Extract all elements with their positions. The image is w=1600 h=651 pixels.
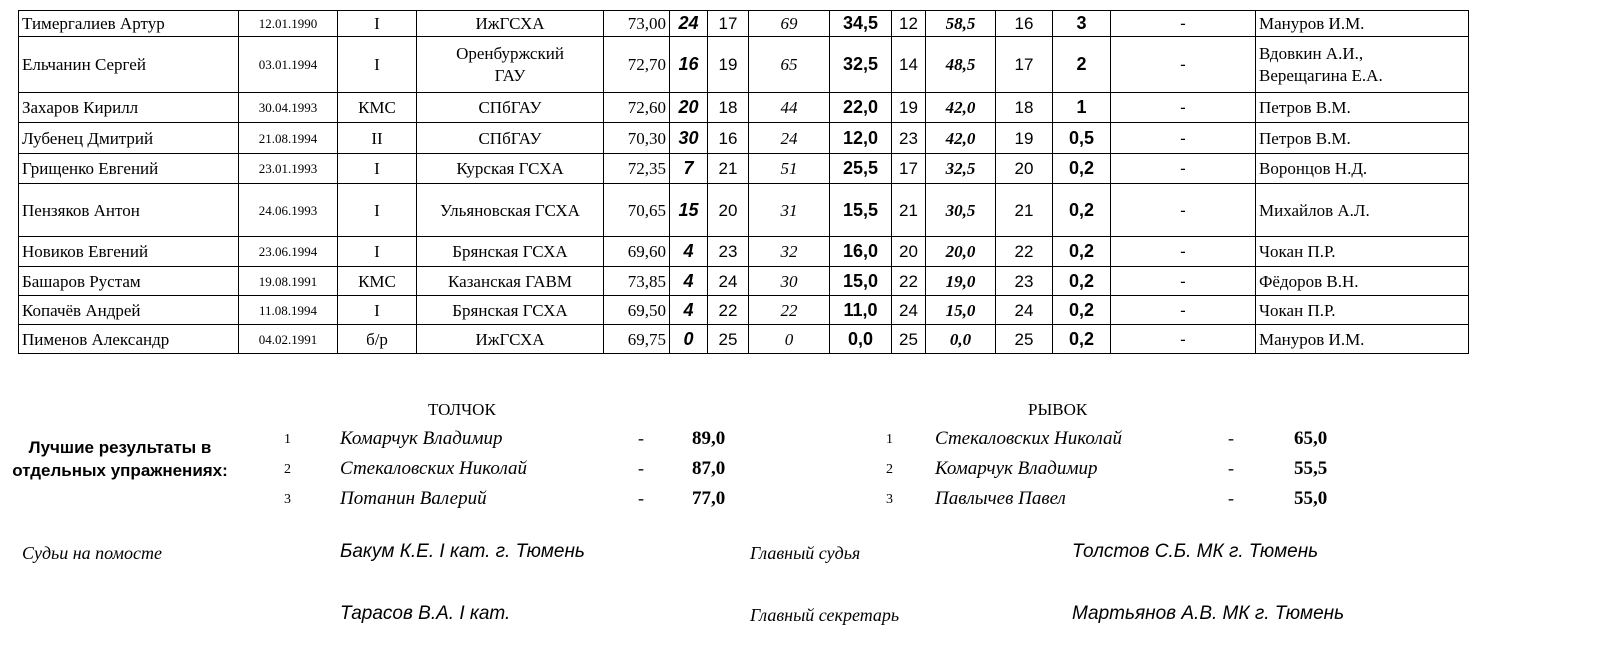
coach-line: Верещагина Е.А. bbox=[1259, 65, 1383, 85]
final-place-cell: 21 bbox=[996, 184, 1053, 237]
chief-secretary-label: Главный секретарь bbox=[750, 605, 900, 625]
team-cell bbox=[417, 237, 604, 267]
total-score-cell: 0,0 bbox=[926, 325, 996, 354]
note-dash-cell: - bbox=[1111, 123, 1256, 154]
team-line: Брянская ГСХА bbox=[452, 242, 568, 261]
snatch-lifts-cell: 4 bbox=[670, 296, 708, 325]
birth-date-cell: 30.04.1993 bbox=[239, 93, 338, 123]
jerk-lifts-cell: 44 bbox=[749, 93, 830, 123]
team-cell bbox=[417, 184, 604, 237]
table-row bbox=[19, 11, 1469, 37]
team-points-cell: 0,5 bbox=[1053, 123, 1111, 154]
note-dash-cell: - bbox=[1111, 237, 1256, 267]
note-dash-cell: - bbox=[1111, 296, 1256, 325]
team-points-cell: 3 bbox=[1053, 11, 1111, 37]
snatch-place-cell: 23 bbox=[708, 237, 749, 267]
snatch-lifts-cell: 15 bbox=[670, 184, 708, 237]
coach-line: Вдовкин А.И., bbox=[1259, 43, 1364, 63]
biathlon-sum-cell: 16,0 bbox=[830, 237, 892, 267]
coach-cell bbox=[1256, 37, 1469, 93]
team-points-cell: 0,2 bbox=[1053, 184, 1111, 237]
coach-cell bbox=[1256, 11, 1469, 37]
chief-judge-name: Толстов С.Б. МК г. Тюмень bbox=[1072, 541, 1319, 562]
team-line: ИжГСХА bbox=[475, 14, 545, 33]
snatch-place-cell: 16 bbox=[708, 123, 749, 154]
athlete-name-cell: Копачёв Андрей bbox=[19, 296, 239, 325]
team-line: Оренбуржский bbox=[456, 43, 564, 63]
biathlon-place-cell: 24 bbox=[892, 296, 926, 325]
sport-rank-cell: I bbox=[338, 237, 417, 267]
body-weight-cell: 73,85 bbox=[604, 267, 670, 296]
snatch-athlete-name: Комарчук Владимир bbox=[935, 458, 1098, 479]
jerk-result-value: 87,0 bbox=[692, 458, 726, 479]
platform-judge-1: Бакум К.Е. I кат. г. Тюмень bbox=[340, 541, 585, 562]
sport-rank-cell: КМС bbox=[338, 267, 417, 296]
snatch-athlete-name: Стекаловских Николай bbox=[935, 428, 1122, 449]
team-cell bbox=[417, 325, 604, 354]
snatch-rank-number: 3 bbox=[886, 492, 893, 507]
biathlon-sum-cell: 15,5 bbox=[830, 184, 892, 237]
final-place-cell: 17 bbox=[996, 37, 1053, 93]
athlete-name-cell: Грищенко Евгений bbox=[19, 154, 239, 184]
biathlon-sum-cell: 15,0 bbox=[830, 267, 892, 296]
jerk-lifts-cell: 32 bbox=[749, 237, 830, 267]
note-dash-cell: - bbox=[1111, 154, 1256, 184]
birth-date-cell: 12.01.1990 bbox=[239, 11, 338, 37]
snatch-dash: - bbox=[1228, 428, 1234, 448]
snatch-lifts-cell: 24 bbox=[670, 11, 708, 37]
note-dash-cell: - bbox=[1111, 325, 1256, 354]
snatch-place-cell: 20 bbox=[708, 184, 749, 237]
final-place-cell: 16 bbox=[996, 11, 1053, 37]
team-points-cell: 0,2 bbox=[1053, 267, 1111, 296]
biathlon-place-cell: 17 bbox=[892, 154, 926, 184]
team-points-cell: 0,2 bbox=[1053, 296, 1111, 325]
coach-line: Мануров И.М. bbox=[1259, 14, 1365, 33]
coach-line: Мануров И.М. bbox=[1259, 329, 1365, 349]
team-cell bbox=[417, 267, 604, 296]
biathlon-place-cell: 25 bbox=[892, 325, 926, 354]
coach-line: Фёдоров В.Н. bbox=[1259, 271, 1359, 291]
snatch-dash: - bbox=[1228, 458, 1234, 478]
coach-line: Петров В.М. bbox=[1259, 128, 1351, 148]
athlete-name-cell: Новиков Евгений bbox=[19, 237, 239, 267]
snatch-place-cell: 22 bbox=[708, 296, 749, 325]
snatch-lifts-cell: 0 bbox=[670, 325, 708, 354]
team-cell bbox=[417, 93, 604, 123]
team-points-cell: 2 bbox=[1053, 37, 1111, 93]
body-weight-cell: 72,35 bbox=[604, 154, 670, 184]
snatch-place-cell: 18 bbox=[708, 93, 749, 123]
coach-cell bbox=[1256, 325, 1469, 354]
biathlon-sum-cell: 0,0 bbox=[830, 325, 892, 354]
biathlon-place-cell: 20 bbox=[892, 237, 926, 267]
jerk-lifts-cell: 31 bbox=[749, 184, 830, 237]
snatch-header: РЫВОК bbox=[1028, 400, 1088, 419]
team-line: ИжГСХА bbox=[475, 329, 545, 349]
birth-date-cell: 03.01.1994 bbox=[239, 37, 338, 93]
best-results-label: Лучшие результаты в отдельных упражнениях: bbox=[12, 438, 228, 480]
note-dash-cell: - bbox=[1111, 184, 1256, 237]
athlete-name-cell: Захаров Кирилл bbox=[19, 93, 239, 123]
jerk-lifts-cell: 24 bbox=[749, 123, 830, 154]
final-place-cell: 24 bbox=[996, 296, 1053, 325]
total-score-cell: 32,5 bbox=[926, 154, 996, 184]
biathlon-sum-cell: 34,5 bbox=[830, 11, 892, 37]
team-points-cell: 0,2 bbox=[1053, 325, 1111, 354]
team-line: СПбГАУ bbox=[478, 98, 542, 117]
team-line: Курская ГСХА bbox=[456, 159, 564, 178]
sport-rank-cell: КМС bbox=[338, 93, 417, 123]
final-place-cell: 18 bbox=[996, 93, 1053, 123]
snatch-lifts-cell: 20 bbox=[670, 93, 708, 123]
coach-cell bbox=[1256, 93, 1469, 123]
biathlon-sum-cell: 32,5 bbox=[830, 37, 892, 93]
note-dash-cell: - bbox=[1111, 93, 1256, 123]
birth-date-cell: 23.06.1994 bbox=[239, 237, 338, 267]
table-row bbox=[19, 325, 1469, 354]
birth-date-cell: 19.08.1991 bbox=[239, 267, 338, 296]
birth-date-cell: 21.08.1994 bbox=[239, 123, 338, 154]
athlete-name-cell: Пименов Александр bbox=[19, 325, 239, 354]
snatch-place-cell: 17 bbox=[708, 11, 749, 37]
jerk-lifts-cell: 22 bbox=[749, 296, 830, 325]
snatch-rank-number: 1 bbox=[886, 432, 893, 447]
note-dash-cell: - bbox=[1111, 11, 1256, 37]
jerk-header: ТОЛЧОК bbox=[428, 400, 496, 419]
sport-rank-cell: I bbox=[338, 184, 417, 237]
sport-rank-cell: I bbox=[338, 11, 417, 37]
total-score-cell: 20,0 bbox=[926, 237, 996, 267]
biathlon-place-cell: 12 bbox=[892, 11, 926, 37]
team-cell bbox=[417, 37, 604, 93]
snatch-place-cell: 19 bbox=[708, 37, 749, 93]
body-weight-cell: 72,70 bbox=[604, 37, 670, 93]
jerk-result-value: 89,0 bbox=[692, 428, 726, 449]
coach-cell bbox=[1256, 184, 1469, 237]
jerk-dash: - bbox=[638, 488, 644, 508]
snatch-dash: - bbox=[1228, 488, 1234, 508]
chief-secretary-name: Мартьянов А.В. МК г. Тюмень bbox=[1072, 603, 1345, 624]
team-points-cell: 1 bbox=[1053, 93, 1111, 123]
total-score-cell: 15,0 bbox=[926, 296, 996, 325]
snatch-lifts-cell: 16 bbox=[670, 37, 708, 93]
table-row bbox=[19, 296, 1469, 325]
birth-date-cell: 24.06.1993 bbox=[239, 184, 338, 237]
total-score-cell: 19,0 bbox=[926, 267, 996, 296]
body-weight-cell: 69,75 bbox=[604, 325, 670, 354]
snatch-lifts-cell: 4 bbox=[670, 237, 708, 267]
snatch-place-cell: 25 bbox=[708, 325, 749, 354]
biathlon-sum-cell: 11,0 bbox=[830, 296, 892, 325]
team-cell bbox=[417, 123, 604, 154]
body-weight-cell: 72,60 bbox=[604, 93, 670, 123]
sport-rank-cell: I bbox=[338, 296, 417, 325]
snatch-place-cell: 24 bbox=[708, 267, 749, 296]
final-place-cell: 19 bbox=[996, 123, 1053, 154]
athlete-name-cell: Пензяков Антон bbox=[19, 184, 239, 237]
team-cell bbox=[417, 154, 604, 184]
coach-line: Чокан П.Р. bbox=[1259, 242, 1336, 261]
jerk-lifts-cell: 65 bbox=[749, 37, 830, 93]
body-weight-cell: 69,50 bbox=[604, 296, 670, 325]
snatch-lifts-cell: 7 bbox=[670, 154, 708, 184]
biathlon-sum-cell: 12,0 bbox=[830, 123, 892, 154]
snatch-result-value: 55,5 bbox=[1294, 458, 1328, 479]
jerk-athlete-name: Потанин Валерий bbox=[340, 488, 487, 509]
jerk-result-value: 77,0 bbox=[692, 488, 726, 509]
sport-rank-cell: II bbox=[338, 123, 417, 154]
jerk-lifts-cell: 30 bbox=[749, 267, 830, 296]
total-score-cell: 42,0 bbox=[926, 123, 996, 154]
athlete-name-cell: Ельчанин Сергей bbox=[19, 37, 239, 93]
coach-line: Михайлов А.Л. bbox=[1259, 200, 1370, 220]
snatch-lifts-cell: 4 bbox=[670, 267, 708, 296]
table-row bbox=[19, 267, 1469, 296]
final-place-cell: 23 bbox=[996, 267, 1053, 296]
table-row bbox=[19, 184, 1469, 237]
note-dash-cell: - bbox=[1111, 267, 1256, 296]
biathlon-place-cell: 19 bbox=[892, 93, 926, 123]
team-line: СПбГАУ bbox=[478, 128, 542, 148]
jerk-dash: - bbox=[638, 428, 644, 448]
body-weight-cell: 70,30 bbox=[604, 123, 670, 154]
jerk-rank-number: 3 bbox=[284, 492, 291, 507]
biathlon-sum-cell: 22,0 bbox=[830, 93, 892, 123]
table-row bbox=[19, 93, 1469, 123]
jerk-rank-number: 1 bbox=[284, 432, 291, 447]
athlete-name-cell: Лубенец Дмитрий bbox=[19, 123, 239, 154]
team-line: Ульяновская ГСХА bbox=[440, 200, 580, 220]
team-points-cell: 0,2 bbox=[1053, 154, 1111, 184]
platform-judge-2: Тарасов В.А. I кат. bbox=[340, 603, 511, 624]
snatch-rank-number: 2 bbox=[886, 462, 893, 477]
biathlon-sum-cell: 25,5 bbox=[830, 154, 892, 184]
jerk-rank-number: 2 bbox=[284, 462, 291, 477]
coach-line: Чокан П.Р. bbox=[1259, 300, 1336, 320]
biathlon-place-cell: 22 bbox=[892, 267, 926, 296]
biathlon-place-cell: 14 bbox=[892, 37, 926, 93]
team-cell bbox=[417, 296, 604, 325]
athlete-name-cell: Башаров Рустам bbox=[19, 267, 239, 296]
team-line: ГАУ bbox=[494, 65, 526, 85]
coach-cell bbox=[1256, 296, 1469, 325]
birth-date-cell: 11.08.1994 bbox=[239, 296, 338, 325]
table-row bbox=[19, 37, 1469, 93]
coach-line: Петров В.М. bbox=[1259, 98, 1351, 117]
biathlon-place-cell: 21 bbox=[892, 184, 926, 237]
jerk-lifts-cell: 51 bbox=[749, 154, 830, 184]
snatch-lifts-cell: 30 bbox=[670, 123, 708, 154]
chief-judge-label: Главный судья bbox=[750, 543, 861, 563]
team-cell bbox=[417, 11, 604, 37]
table-row bbox=[19, 123, 1469, 154]
total-score-cell: 30,5 bbox=[926, 184, 996, 237]
table-row bbox=[19, 237, 1469, 267]
body-weight-cell: 73,00 bbox=[604, 11, 670, 37]
team-points-cell: 0,2 bbox=[1053, 237, 1111, 267]
jerk-lifts-cell: 69 bbox=[749, 11, 830, 37]
snatch-result-value: 55,0 bbox=[1294, 488, 1328, 509]
total-score-cell: 48,5 bbox=[926, 37, 996, 93]
snatch-result-value: 65,0 bbox=[1294, 428, 1328, 449]
total-score-cell: 58,5 bbox=[926, 11, 996, 37]
coach-cell bbox=[1256, 237, 1469, 267]
body-weight-cell: 70,65 bbox=[604, 184, 670, 237]
birth-date-cell: 23.01.1993 bbox=[239, 154, 338, 184]
birth-date-cell: 04.02.1991 bbox=[239, 325, 338, 354]
snatch-athlete-name: Павлычев Павел bbox=[935, 488, 1066, 509]
final-place-cell: 22 bbox=[996, 237, 1053, 267]
results-table bbox=[18, 10, 1469, 354]
jerk-athlete-name: Стекаловских Николай bbox=[340, 458, 527, 479]
jerk-athlete-name: Комарчук Владимир bbox=[340, 428, 503, 449]
sport-rank-cell: I bbox=[338, 154, 417, 184]
snatch-place-cell: 21 bbox=[708, 154, 749, 184]
biathlon-place-cell: 23 bbox=[892, 123, 926, 154]
coach-cell bbox=[1256, 267, 1469, 296]
team-line: Брянская ГСХА bbox=[452, 300, 568, 320]
total-score-cell: 42,0 bbox=[926, 93, 996, 123]
athlete-name-cell: Тимергалиев Артур bbox=[19, 11, 239, 37]
body-weight-cell: 69,60 bbox=[604, 237, 670, 267]
team-line: Казанская ГАВМ bbox=[448, 271, 572, 291]
note-dash-cell: - bbox=[1111, 37, 1256, 93]
final-place-cell: 25 bbox=[996, 325, 1053, 354]
platform-judges-label: Судьи на помосте bbox=[22, 543, 162, 563]
coach-cell bbox=[1256, 123, 1469, 154]
coach-cell bbox=[1256, 154, 1469, 184]
coach-line: Воронцов Н.Д. bbox=[1259, 159, 1368, 178]
sport-rank-cell: I bbox=[338, 37, 417, 93]
jerk-lifts-cell: 0 bbox=[749, 325, 830, 354]
table-row bbox=[19, 154, 1469, 184]
sport-rank-cell: б/р bbox=[338, 325, 417, 354]
jerk-dash: - bbox=[638, 458, 644, 478]
final-place-cell: 20 bbox=[996, 154, 1053, 184]
